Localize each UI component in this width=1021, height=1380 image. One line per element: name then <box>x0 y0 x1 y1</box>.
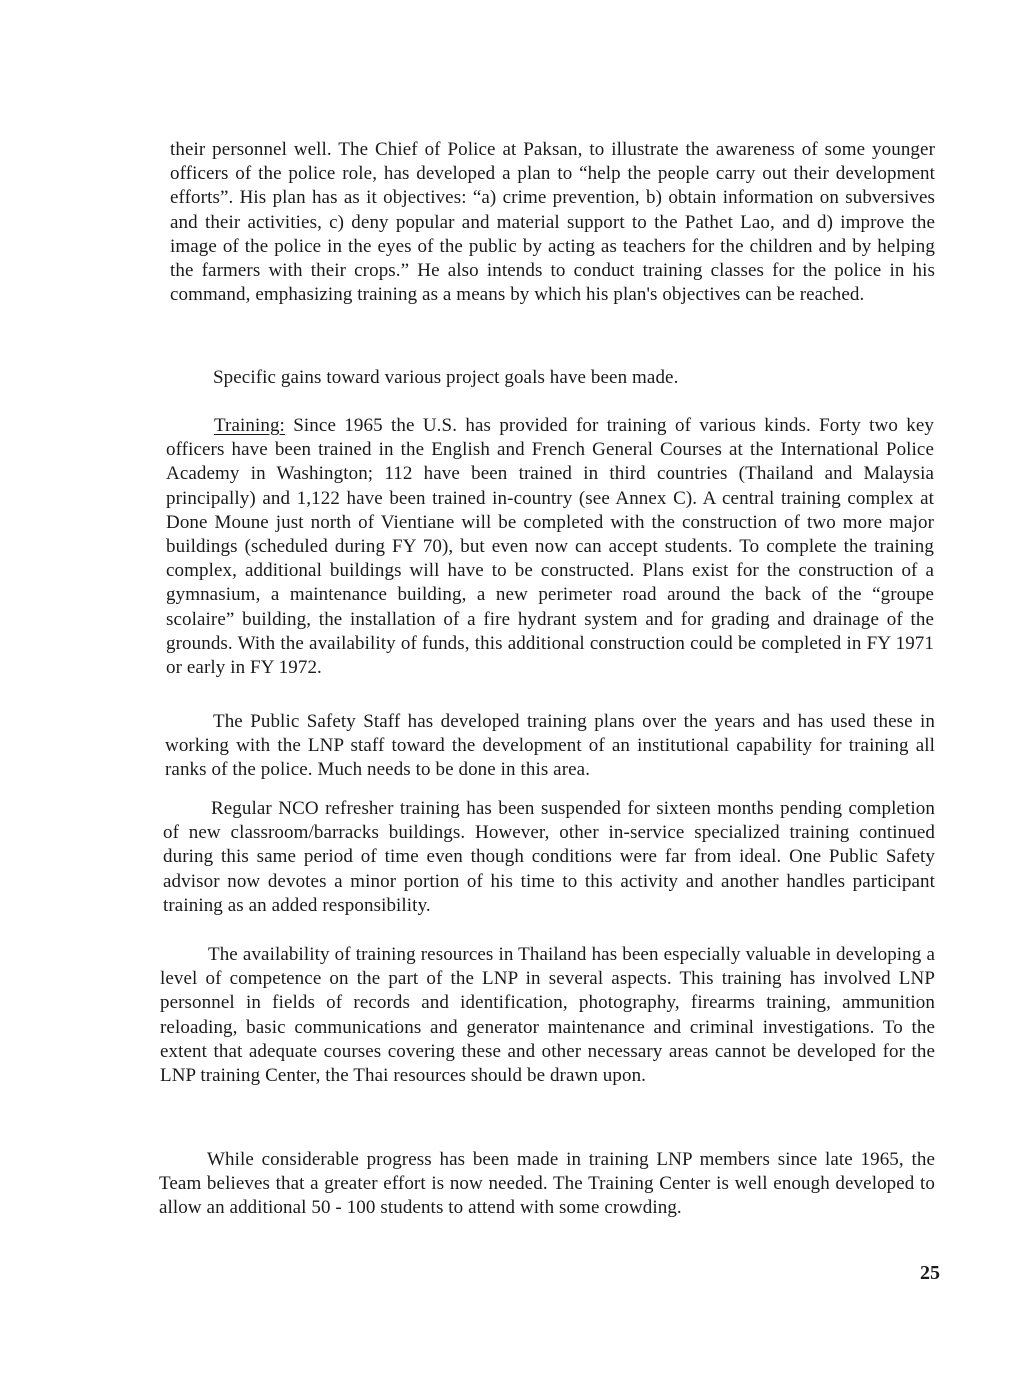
paragraph-public-safety-staff: The Public Safety Staff has developed training plans over the years and has used these in working with the LNP staff toward the development of an institutional capability for training all ranks of the police. Much needs to be done in this area. <box>165 711 935 781</box>
paragraph-progress: While considerable progress has been made in training LNP members since late 1965, the Team believes that a greater effort is now needed. The Training Center is well enough developed to allow an additional 50 - 100 students to attend with some crowding. <box>159 1149 935 1219</box>
paragraph-paksan-police-plan: their personnel well. The Chief of Police at Paksan, to illustrate the awareness of some younger officers of the police role, has developed a plan to “help the people carry out their development efforts”. His plan has as it objectives: “a) crime prevention, b) obtain information on subversives and their activities, c) deny popular and material support to the Pathet Lao, and d) improve the image of the police in the eyes of the public by acting as teachers for the children and by helping the farmers with their crops.” He also intends to conduct training classes for the police in his command, emphasizing training as a means by which his plan's objectives can be reached. <box>170 139 935 306</box>
paragraph-nco-refresher: Regular NCO refresher training has been suspended for sixteen months pending completion of new classroom/barracks buildings. However, other in-service specialized training continued during this same period of time even though conditions were far from ideal. One Public Safety advisor now devotes a minor portion of his time to this activity and another handles participant training as an added responsibility. <box>163 798 935 916</box>
paragraph-specific-gains: Specific gains toward various project goals have been made. <box>213 367 679 388</box>
paragraph-training: Training: Since 1965 the U.S. has provided for training of various kinds. Forty two key officers have been trained in the English and French General Courses at the International Police Academy in Washington; 112 have been trained in third countries (Thailand and Malaysia principally) and 1,122 have been trained in-country (see Annex C). A central training complex at Done Moune just north of Vientiane will be completed with the construction of two more major buildings (scheduled during FY 70), but even now can accept students. To complete the training complex, additional buildings will have to be constructed. Plans exist for the construction of a gymnasium, a maintenance building, a new perimeter road around the back of the “groupe scolaire” building, the installation of a fire hydrant system and for grading and drainage of the grounds. With the availability of funds, this additional construction could be completed in FY 1971 or early in FY 1972. <box>166 415 934 679</box>
page-number: 25 <box>920 1262 940 1284</box>
paragraph-thailand-resources: The availability of training resources in Thailand has been especially valuable in developing a level of competence on the part of the LNP in several aspects. This training has involved LNP personnel in fields of records and identification, photography, firearms training, ammunition reloading, basic communications and generator maintenance and criminal investigations. To the extent that adequate courses covering these and other necessary areas cannot be developed for the LNP training Center, the Thai resources should be drawn upon. <box>160 944 935 1087</box>
training-heading: Training: <box>214 415 285 436</box>
